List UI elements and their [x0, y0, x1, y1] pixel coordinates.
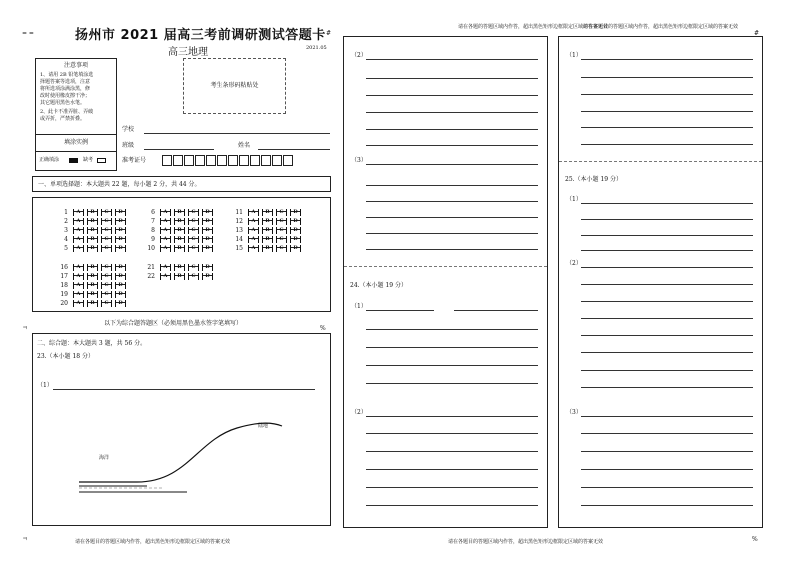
question-number: 5: [64, 245, 68, 252]
answer-line[interactable]: [581, 77, 753, 78]
corner-mark-top-right: #: [754, 30, 760, 37]
notice-line-5: 其它题用黑色水笔。: [40, 100, 86, 106]
answer-bubble-15-d[interactable]: D: [290, 245, 301, 252]
question-number: 9: [151, 236, 155, 243]
answer-bubble-10-d[interactable]: D: [202, 245, 213, 252]
answer-line[interactable]: [366, 365, 538, 366]
answer-bubble-14-d[interactable]: D: [290, 236, 301, 243]
corner-mark-mid-left: ㅋ: [22, 325, 28, 332]
answer-bubble-17-b[interactable]: B: [87, 273, 98, 280]
question-number: 8: [151, 227, 155, 234]
answer-bubble-9-c[interactable]: C: [188, 236, 199, 243]
date-label: 2021.05: [306, 45, 327, 51]
question-number: 7: [151, 218, 155, 225]
mid-p2-label: （2）: [351, 52, 367, 59]
q23-p1-answer-line[interactable]: [53, 389, 315, 390]
answer-line[interactable]: [366, 129, 538, 130]
question-number: 15: [235, 245, 243, 252]
class-field[interactable]: [144, 149, 214, 150]
answer-bubble-21-c[interactable]: C: [188, 264, 199, 271]
answer-line[interactable]: [581, 284, 753, 285]
corner-mark-top-mid: #: [326, 30, 332, 37]
question-number: 20: [60, 300, 68, 307]
answer-bubble-9-b[interactable]: B: [174, 236, 185, 243]
answer-bubble-16-a[interactable]: A: [73, 264, 84, 271]
answer-line[interactable]: [454, 310, 538, 311]
answer-line[interactable]: [366, 416, 538, 417]
section2-text: 二、综合题：本大题共 3 题，共 56 分。: [37, 340, 147, 347]
answer-bubble-5-b[interactable]: B: [87, 245, 98, 252]
answer-bubble-11-d[interactable]: D: [290, 209, 301, 216]
q25-p2-label: （2）: [566, 260, 582, 267]
answer-bubble-19-c[interactable]: C: [101, 291, 112, 298]
school-field[interactable]: [144, 133, 330, 134]
question-number: 21: [147, 264, 155, 271]
answer-bubble-8-d[interactable]: D: [202, 227, 213, 234]
answer-bubble-19-b[interactable]: B: [87, 291, 98, 298]
fill-example-title: 填涂实例: [63, 139, 88, 146]
question-number: 17: [60, 273, 68, 280]
notice-line-7: 或弄折，严禁折叠。: [40, 116, 86, 122]
answer-bubble-11-b[interactable]: B: [262, 209, 273, 216]
sea-label: 海洋: [99, 455, 110, 461]
answer-bubble-22-d[interactable]: D: [202, 273, 213, 280]
answer-bubble-5-d[interactable]: D: [115, 245, 126, 252]
answer-bubble-3-a[interactable]: A: [73, 227, 84, 234]
answer-bubble-18-d[interactable]: D: [115, 282, 126, 289]
answer-bubble-8-a[interactable]: A: [160, 227, 171, 234]
answer-bubble-10-a[interactable]: A: [160, 245, 171, 252]
answer-bubble-6-b[interactable]: B: [174, 209, 185, 216]
answer-bubble-10-c[interactable]: C: [188, 245, 199, 252]
name-label: 姓名: [238, 142, 251, 149]
answer-column-middle: [343, 36, 548, 528]
answer-line[interactable]: [581, 318, 753, 319]
page-title: 扬州市 2021 届高三考前调研测试答题卡: [75, 28, 326, 43]
right-p1-label: （1）: [566, 52, 582, 59]
name-field[interactable]: [258, 149, 330, 150]
answer-bubble-3-d[interactable]: D: [115, 227, 126, 234]
answer-line[interactable]: [581, 250, 753, 251]
answer-bubble-16-d[interactable]: D: [115, 264, 126, 271]
answer-bubble-4-d[interactable]: D: [115, 236, 126, 243]
answer-bubble-20-c[interactable]: C: [101, 300, 112, 307]
answer-line[interactable]: [366, 112, 538, 113]
notice-box: [35, 58, 117, 171]
answer-line[interactable]: [581, 127, 753, 128]
answer-bubble-12-b[interactable]: B: [262, 218, 273, 225]
answer-line[interactable]: [581, 335, 753, 336]
answer-line[interactable]: [366, 469, 538, 470]
answer-bubble-16-b[interactable]: B: [87, 264, 98, 271]
notice-line-2: 择题答案等选项，注意: [40, 79, 91, 85]
answer-line[interactable]: [581, 111, 753, 112]
question-number: 4: [64, 236, 68, 243]
q25-p1-label: （1）: [566, 196, 582, 203]
answer-bubble-21-a[interactable]: A: [160, 264, 171, 271]
answer-bubble-15-a[interactable]: A: [248, 245, 259, 252]
answer-line[interactable]: [366, 233, 538, 234]
answer-line[interactable]: [366, 145, 538, 146]
answer-bubble-17-a[interactable]: A: [73, 273, 84, 280]
answer-column-right: [558, 36, 763, 528]
question-number: 11: [235, 209, 243, 216]
answer-line[interactable]: [581, 370, 753, 371]
answer-bubble-6-c[interactable]: C: [188, 209, 199, 216]
land-label: 陆地: [258, 423, 269, 429]
footer-mid-note: 请在各题目的答题区域内作答，超出黑色矩形边框限定区域的答案无效: [448, 539, 604, 545]
answer-line[interactable]: [366, 217, 538, 218]
answer-line[interactable]: [581, 267, 753, 268]
question-number: 18: [60, 282, 68, 289]
question-number: 10: [147, 245, 155, 252]
answer-bubble-14-c[interactable]: C: [276, 236, 287, 243]
answer-bubble-9-d[interactable]: D: [202, 236, 213, 243]
answer-bubble-19-d[interactable]: D: [115, 291, 126, 298]
answer-line[interactable]: [366, 164, 538, 165]
answer-bubble-7-a[interactable]: A: [160, 218, 171, 225]
notice-line-1: 1、请用 2B 铅笔填涂选: [40, 72, 94, 78]
answer-line[interactable]: [366, 487, 538, 488]
answer-bubble-2-c[interactable]: C: [101, 218, 112, 225]
q24-p2-label: （2）: [351, 409, 367, 416]
question-number: 2: [64, 218, 68, 225]
answer-bubble-7-c[interactable]: C: [188, 218, 199, 225]
answer-bubble-1-d[interactable]: D: [115, 209, 126, 216]
exam-no-label: 准考证号: [122, 157, 147, 164]
answer-line[interactable]: [581, 301, 753, 302]
answer-line[interactable]: [581, 352, 753, 353]
answer-bubble-6-d[interactable]: D: [202, 209, 213, 216]
answer-bubble-19-a[interactable]: A: [73, 291, 84, 298]
notice-line-4: 改时使用橡皮擦干净；: [40, 93, 91, 99]
answer-line[interactable]: [366, 78, 538, 79]
answer-bubble-15-c[interactable]: C: [276, 245, 287, 252]
barcode-area: [183, 58, 286, 114]
comprehensive-note: 以下为综合题答题区（必须用黑色墨水签字笔填写）: [104, 320, 243, 327]
answer-line[interactable]: [581, 469, 753, 470]
answer-bubble-2-d[interactable]: D: [115, 218, 126, 225]
school-label: 学校: [122, 126, 135, 133]
question-number: 1: [64, 209, 68, 216]
answer-bubble-18-a[interactable]: A: [73, 282, 84, 289]
corner-mark-top-left: = =: [22, 30, 34, 37]
answer-bubble-20-b[interactable]: B: [87, 300, 98, 307]
class-label: 班级: [122, 142, 135, 149]
section1-text: 一、单项选择题：本大题共 22 题，每小题 2 分，共 44 分。: [38, 181, 201, 188]
answer-bubble-3-b[interactable]: B: [87, 227, 98, 234]
answer-line[interactable]: [581, 387, 753, 388]
question-number: 22: [147, 273, 155, 280]
answer-line[interactable]: [581, 487, 753, 488]
answer-line[interactable]: [581, 144, 753, 145]
q23-p1-label: （1）: [37, 382, 53, 389]
question-number: 6: [151, 209, 155, 216]
answer-line[interactable]: [366, 59, 538, 60]
answer-bubble-22-a[interactable]: A: [160, 273, 171, 280]
corner-mark-bottom-right: %: [752, 536, 758, 543]
answer-bubble-1-c[interactable]: C: [101, 209, 112, 216]
answer-bubble-13-c[interactable]: C: [276, 227, 287, 234]
corner-mark-mid-mid: %: [320, 325, 326, 332]
answer-bubble-3-c[interactable]: C: [101, 227, 112, 234]
answer-bubble-18-b[interactable]: B: [87, 282, 98, 289]
answer-bubble-7-b[interactable]: B: [174, 218, 185, 225]
answer-bubble-13-d[interactable]: D: [290, 227, 301, 234]
answer-line[interactable]: [366, 347, 538, 348]
answer-line[interactable]: [366, 185, 538, 186]
answer-line[interactable]: [581, 203, 753, 204]
answer-line[interactable]: [581, 451, 753, 452]
answer-line[interactable]: [581, 219, 753, 220]
footer-left-note: 请在各题目的答题区域内作答，超出黑色矩形边框限定区域的答案无效: [75, 539, 231, 545]
answer-bubble-13-b[interactable]: B: [262, 227, 273, 234]
answer-line[interactable]: [366, 383, 538, 384]
absent-checkbox[interactable]: [97, 158, 106, 163]
answer-bubble-4-a[interactable]: A: [73, 236, 84, 243]
absent-label: 缺考: [83, 157, 94, 163]
answer-line[interactable]: [581, 235, 753, 236]
answer-bubble-2-a[interactable]: A: [73, 218, 84, 225]
q23-label: 23.（本小题 18 分）: [37, 353, 94, 360]
q25-label: 25.（本小题 19 分）: [565, 176, 622, 183]
corner-mark-bottom-left: ㅋ: [22, 536, 28, 543]
answer-bubble-22-c[interactable]: C: [188, 273, 199, 280]
notice-line-3: 将所选项涂满涂黑，修: [40, 86, 91, 92]
answer-line[interactable]: [581, 505, 753, 506]
section2-box: [32, 333, 331, 526]
question-number: 12: [235, 218, 243, 225]
answer-bubble-9-a[interactable]: A: [160, 236, 171, 243]
answer-bubble-18-c[interactable]: C: [101, 282, 112, 289]
answer-bubble-21-d[interactable]: D: [202, 264, 213, 271]
question-number: 14: [235, 236, 243, 243]
answer-line[interactable]: [581, 416, 753, 417]
answer-bubble-12-d[interactable]: D: [290, 218, 301, 225]
answer-bubble-14-b[interactable]: B: [262, 236, 273, 243]
answer-bubble-21-b[interactable]: B: [174, 264, 185, 271]
answer-line[interactable]: [366, 95, 538, 96]
answer-bubble-15-b[interactable]: B: [262, 245, 273, 252]
top-notice-mid: 请在各题的答题区域内作答，超出黑色矩形边框限定区域的答案无效: [458, 24, 609, 30]
answer-line[interactable]: [366, 201, 538, 202]
answer-bubble-14-a[interactable]: A: [248, 236, 259, 243]
answer-line[interactable]: [366, 310, 434, 311]
answer-bubble-16-c[interactable]: C: [101, 264, 112, 271]
q24-p1-label: （1）: [351, 303, 367, 310]
answer-line[interactable]: [581, 433, 753, 434]
answer-bubble-7-d[interactable]: D: [202, 218, 213, 225]
answer-line[interactable]: [366, 249, 538, 250]
filled-mark-icon: [69, 158, 78, 163]
answer-bubble-11-a[interactable]: A: [248, 209, 259, 216]
answer-line[interactable]: [581, 94, 753, 95]
q24-label: 24.（本小题 19 分）: [350, 282, 407, 289]
answer-line[interactable]: [366, 329, 538, 330]
answer-bubble-13-a[interactable]: A: [248, 227, 259, 234]
answer-line[interactable]: [581, 59, 753, 60]
answer-bubble-4-c[interactable]: C: [101, 236, 112, 243]
answer-bubble-2-b[interactable]: B: [87, 218, 98, 225]
answer-bubble-20-a[interactable]: A: [73, 300, 84, 307]
coast-profile-diagram: [77, 408, 317, 508]
answer-bubble-12-c[interactable]: C: [276, 218, 287, 225]
answer-bubble-8-c[interactable]: C: [188, 227, 199, 234]
answer-bubble-17-c[interactable]: C: [101, 273, 112, 280]
fill-example-label: 正确填涂: [39, 157, 60, 163]
question-number: 19: [60, 291, 68, 298]
mid-p3-label: （3）: [351, 157, 367, 164]
answer-line[interactable]: [366, 433, 538, 434]
answer-bubble-17-d[interactable]: D: [115, 273, 126, 280]
question-number: 13: [235, 227, 243, 234]
answer-bubble-1-a[interactable]: A: [73, 209, 84, 216]
barcode-label: 考生条形码粘贴处: [210, 82, 259, 89]
answer-bubble-6-a[interactable]: A: [160, 209, 171, 216]
answer-line[interactable]: [366, 451, 538, 452]
answer-bubble-8-b[interactable]: B: [174, 227, 185, 234]
answer-bubble-4-b[interactable]: B: [87, 236, 98, 243]
answer-bubble-1-b[interactable]: B: [87, 209, 98, 216]
answer-bubble-5-a[interactable]: A: [73, 245, 84, 252]
section1-header: [32, 176, 331, 192]
subject-title: 高三地理: [168, 47, 208, 58]
question-number: 3: [64, 227, 68, 234]
notice-title: 注意事项: [63, 62, 88, 69]
answer-bubble-10-b[interactable]: B: [174, 245, 185, 252]
answer-bubble-5-c[interactable]: C: [101, 245, 112, 252]
answer-bubble-22-b[interactable]: B: [174, 273, 185, 280]
question-number: 16: [60, 264, 68, 271]
q25-p3-label: （3）: [566, 409, 582, 416]
answer-line[interactable]: [366, 505, 538, 506]
answer-bubble-12-a[interactable]: A: [248, 218, 259, 225]
answer-bubble-11-c[interactable]: C: [276, 209, 287, 216]
top-notice-right: 请在各题目的答题区域内作答，超出黑色矩形边框限定区域的答案无效: [583, 24, 739, 30]
notice-line-6: 2、此卡不准弄脏、弄破: [40, 109, 94, 115]
answer-bubble-20-d[interactable]: D: [115, 300, 126, 307]
exam-no-grid[interactable]: [162, 155, 294, 167]
